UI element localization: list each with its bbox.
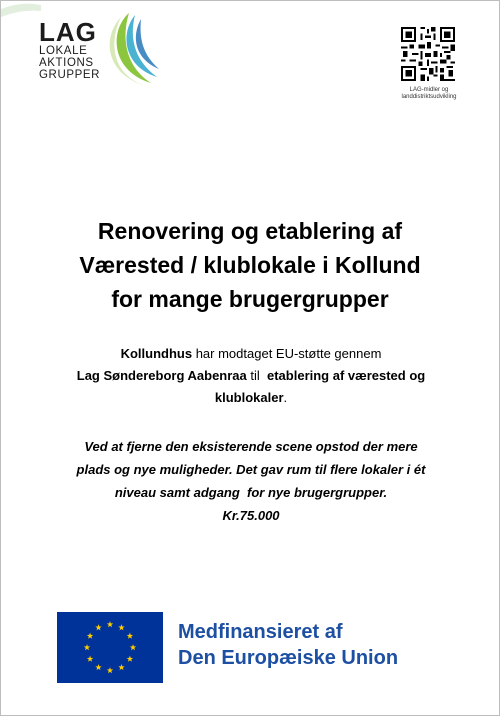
lag-logo-title: LAG	[39, 17, 97, 47]
intro-text-1: har modtaget EU-støtte gennem	[192, 346, 382, 361]
title-line-1: Renovering og etablering af	[97, 218, 403, 244]
lag-logo-line-2: AKTIONS	[39, 57, 94, 69]
qr-code-icon[interactable]	[401, 27, 455, 81]
eu-flag-icon	[57, 612, 163, 683]
lag-name: Lag Søndereborg Aabenraa	[76, 368, 247, 383]
qr-caption-line-1: LAG-midler og	[409, 87, 449, 93]
intro-text-2: til	[246, 368, 267, 383]
purpose-part-b: klublokaler	[214, 390, 284, 405]
poster-title	[21, 214, 479, 316]
intro-line-3	[41, 387, 461, 409]
title-line-2: Værested / klublokale i Kollund	[79, 252, 421, 278]
title-line-3: for mange brugergrupper	[111, 286, 389, 312]
description-paragraph	[41, 435, 461, 527]
description-line-2: plads og nye muligheder. Det gav rum til flere lokaler i ét	[76, 462, 426, 477]
purpose-part-a: etablering af værested og	[267, 368, 426, 383]
eu-cofinancing-text	[178, 619, 398, 671]
grant-amount: Kr.75.000	[222, 508, 280, 523]
lag-logo-line-1: LOKALE	[39, 45, 88, 57]
beneficiary-name: Kollundhus	[120, 346, 193, 361]
qr-caption	[389, 87, 469, 101]
lag-logo	[1, 1, 171, 96]
lag-logo-text	[39, 19, 100, 81]
qr-caption-line-2: landdistriktsudvikling	[401, 94, 457, 100]
description-line-3: niveau samt adgang for nye brugergrupper.	[114, 485, 388, 500]
eu-line-2: Den Europæiske Union	[178, 647, 399, 669]
intro-line-1	[41, 343, 461, 365]
intro-text-3: .	[283, 390, 288, 405]
intro-paragraph	[41, 343, 461, 409]
lag-logo-line-3: GRUPPER	[39, 69, 101, 81]
eu-line-1: Medfinansieret af	[178, 621, 343, 643]
intro-line-2	[41, 365, 461, 387]
description-line-1: Ved at fjerne den eksisterende scene opstod der mere	[84, 439, 418, 454]
